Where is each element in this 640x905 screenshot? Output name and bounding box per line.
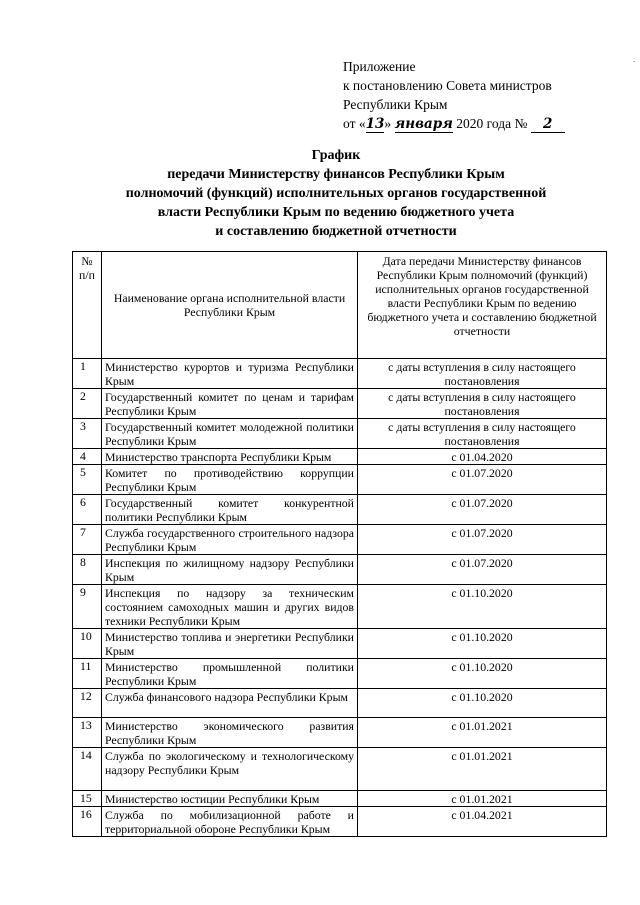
row-organ-name: Министерство транспорта Республики Крым (102, 449, 358, 465)
appendix-from: от « (343, 116, 366, 131)
appendix-date-line (343, 114, 633, 133)
row-number: 14 (73, 748, 102, 791)
table-row (73, 359, 607, 389)
table-header-row (73, 252, 607, 359)
row-organ-name: Государственный комитет молодежной политики Республики Крым (102, 419, 358, 449)
row-transfer-date: с 01.10.2020 (358, 659, 607, 689)
row-organ-name: Министерство топлива и энергетики Республики Крым (102, 629, 358, 659)
title-line-4: власти Республики Крым по ведению бюджетного учета (157, 205, 515, 220)
table-row (73, 585, 607, 629)
row-organ-name: Министерство юстиции Республики Крым (102, 791, 358, 807)
row-organ-name: Служба по экологическому и технологическому надзору Республики Крым (102, 748, 358, 791)
appendix-line-3: Республики Крым (343, 97, 448, 112)
row-transfer-date: с даты вступления в силу настоящего постановления (358, 419, 607, 449)
row-number: 8 (73, 555, 102, 585)
row-number: 5 (73, 465, 102, 495)
table-row (73, 629, 607, 659)
row-organ-name: Служба по мобилизационной работе и территориальной обороне Республики Крым (102, 807, 358, 837)
appendix-line-2: к постановлению Совета министров (343, 78, 552, 93)
row-organ-name: Министерство курортов и туризма Республики Крым (102, 359, 358, 389)
row-number: 3 (73, 419, 102, 449)
row-organ-name: Служба финансового надзора Республики Крым (102, 689, 358, 718)
row-transfer-date: с даты вступления в силу настоящего постановления (358, 389, 607, 419)
table-row (73, 389, 607, 419)
row-transfer-date: с 01.01.2021 (358, 748, 607, 791)
row-organ-name: Государственный комитет конкурентной политики Республики Крым (102, 495, 358, 525)
row-number: 6 (73, 495, 102, 525)
table-row (73, 465, 607, 495)
title-line-3: полномочий (функций) исполнительных органов государственной (125, 186, 547, 201)
row-transfer-date: с 01.07.2020 (358, 465, 607, 495)
row-number: 1 (73, 359, 102, 389)
row-transfer-date: с 01.10.2020 (358, 585, 607, 629)
handwritten-day: 13 (365, 116, 385, 132)
handwritten-number: 2 (531, 117, 565, 133)
row-transfer-date: с 01.04.2021 (358, 807, 607, 837)
table-row (73, 748, 607, 791)
schedule-table (72, 251, 607, 837)
table-body (73, 359, 607, 837)
row-number: 2 (73, 389, 102, 419)
row-organ-name: Инспекция по жилищному надзору Республики Крым (102, 555, 358, 585)
row-transfer-date: с 01.04.2020 (358, 449, 607, 465)
table-row (73, 659, 607, 689)
row-transfer-date: с 01.10.2020 (358, 689, 607, 718)
title-line-2: передачи Министерству финансов Республики Крым (167, 167, 505, 182)
row-number: 11 (73, 659, 102, 689)
appendix-year-text: 2020 года № (456, 116, 528, 131)
row-transfer-date: с 01.01.2021 (358, 791, 607, 807)
row-number: 4 (73, 449, 102, 465)
header-organ-name: Наименование органа исполнительной власти Республики Крым (102, 252, 358, 359)
title-line-5: и составлению бюджетной отчетности (215, 224, 457, 239)
appendix-quote-close: » (384, 116, 392, 131)
row-transfer-date: с 01.07.2020 (358, 495, 607, 525)
table-row (73, 525, 607, 555)
row-transfer-date: с 01.07.2020 (358, 525, 607, 555)
table-row (73, 419, 607, 449)
header-number: № п/п (73, 252, 102, 359)
row-number: 13 (73, 718, 102, 748)
row-organ-name: Государственный комитет по ценам и тарифам Республики Крым (102, 389, 358, 419)
row-transfer-date: с даты вступления в силу настоящего постановления (358, 359, 607, 389)
page-edge-mark: · (629, 60, 639, 63)
row-organ-name: Инспекция по надзору за техническим состоянием самоходных машин и других видов техники Республики Крым (102, 585, 358, 629)
row-number: 7 (73, 525, 102, 555)
appendix-line-1: Приложение (343, 59, 416, 74)
row-transfer-date: с 01.07.2020 (358, 555, 607, 585)
row-organ-name: Служба государственного строительного надзора Республики Крым (102, 525, 358, 555)
handwritten-month: января (394, 116, 453, 132)
table-row (73, 791, 607, 807)
row-number: 10 (73, 629, 102, 659)
title-line-1: График (311, 148, 361, 163)
row-number: 16 (73, 807, 102, 837)
row-transfer-date: с 01.01.2021 (358, 718, 607, 748)
table-row (73, 495, 607, 525)
row-transfer-date: с 01.10.2020 (358, 629, 607, 659)
row-number: 9 (73, 585, 102, 629)
document-title (100, 146, 572, 241)
table-row (73, 449, 607, 465)
table-row (73, 807, 607, 837)
row-organ-name: Министерство экономического развития Республики Крым (102, 718, 358, 748)
row-number: 15 (73, 791, 102, 807)
header-transfer-date: Дата передачи Министерству финансов Республики Крым полномочий (функций) исполнительных органов государственной власти Республики Крым по ведению бюджетного учета и составлению бюджетной отчетности (358, 252, 607, 359)
table-row (73, 555, 607, 585)
table-row (73, 718, 607, 748)
row-organ-name: Комитет по противодействию коррупции Республики Крым (102, 465, 358, 495)
appendix-block (343, 57, 633, 133)
table-row (73, 689, 607, 718)
row-number: 12 (73, 689, 102, 718)
row-organ-name: Министерство промышленной политики Республики Крым (102, 659, 358, 689)
